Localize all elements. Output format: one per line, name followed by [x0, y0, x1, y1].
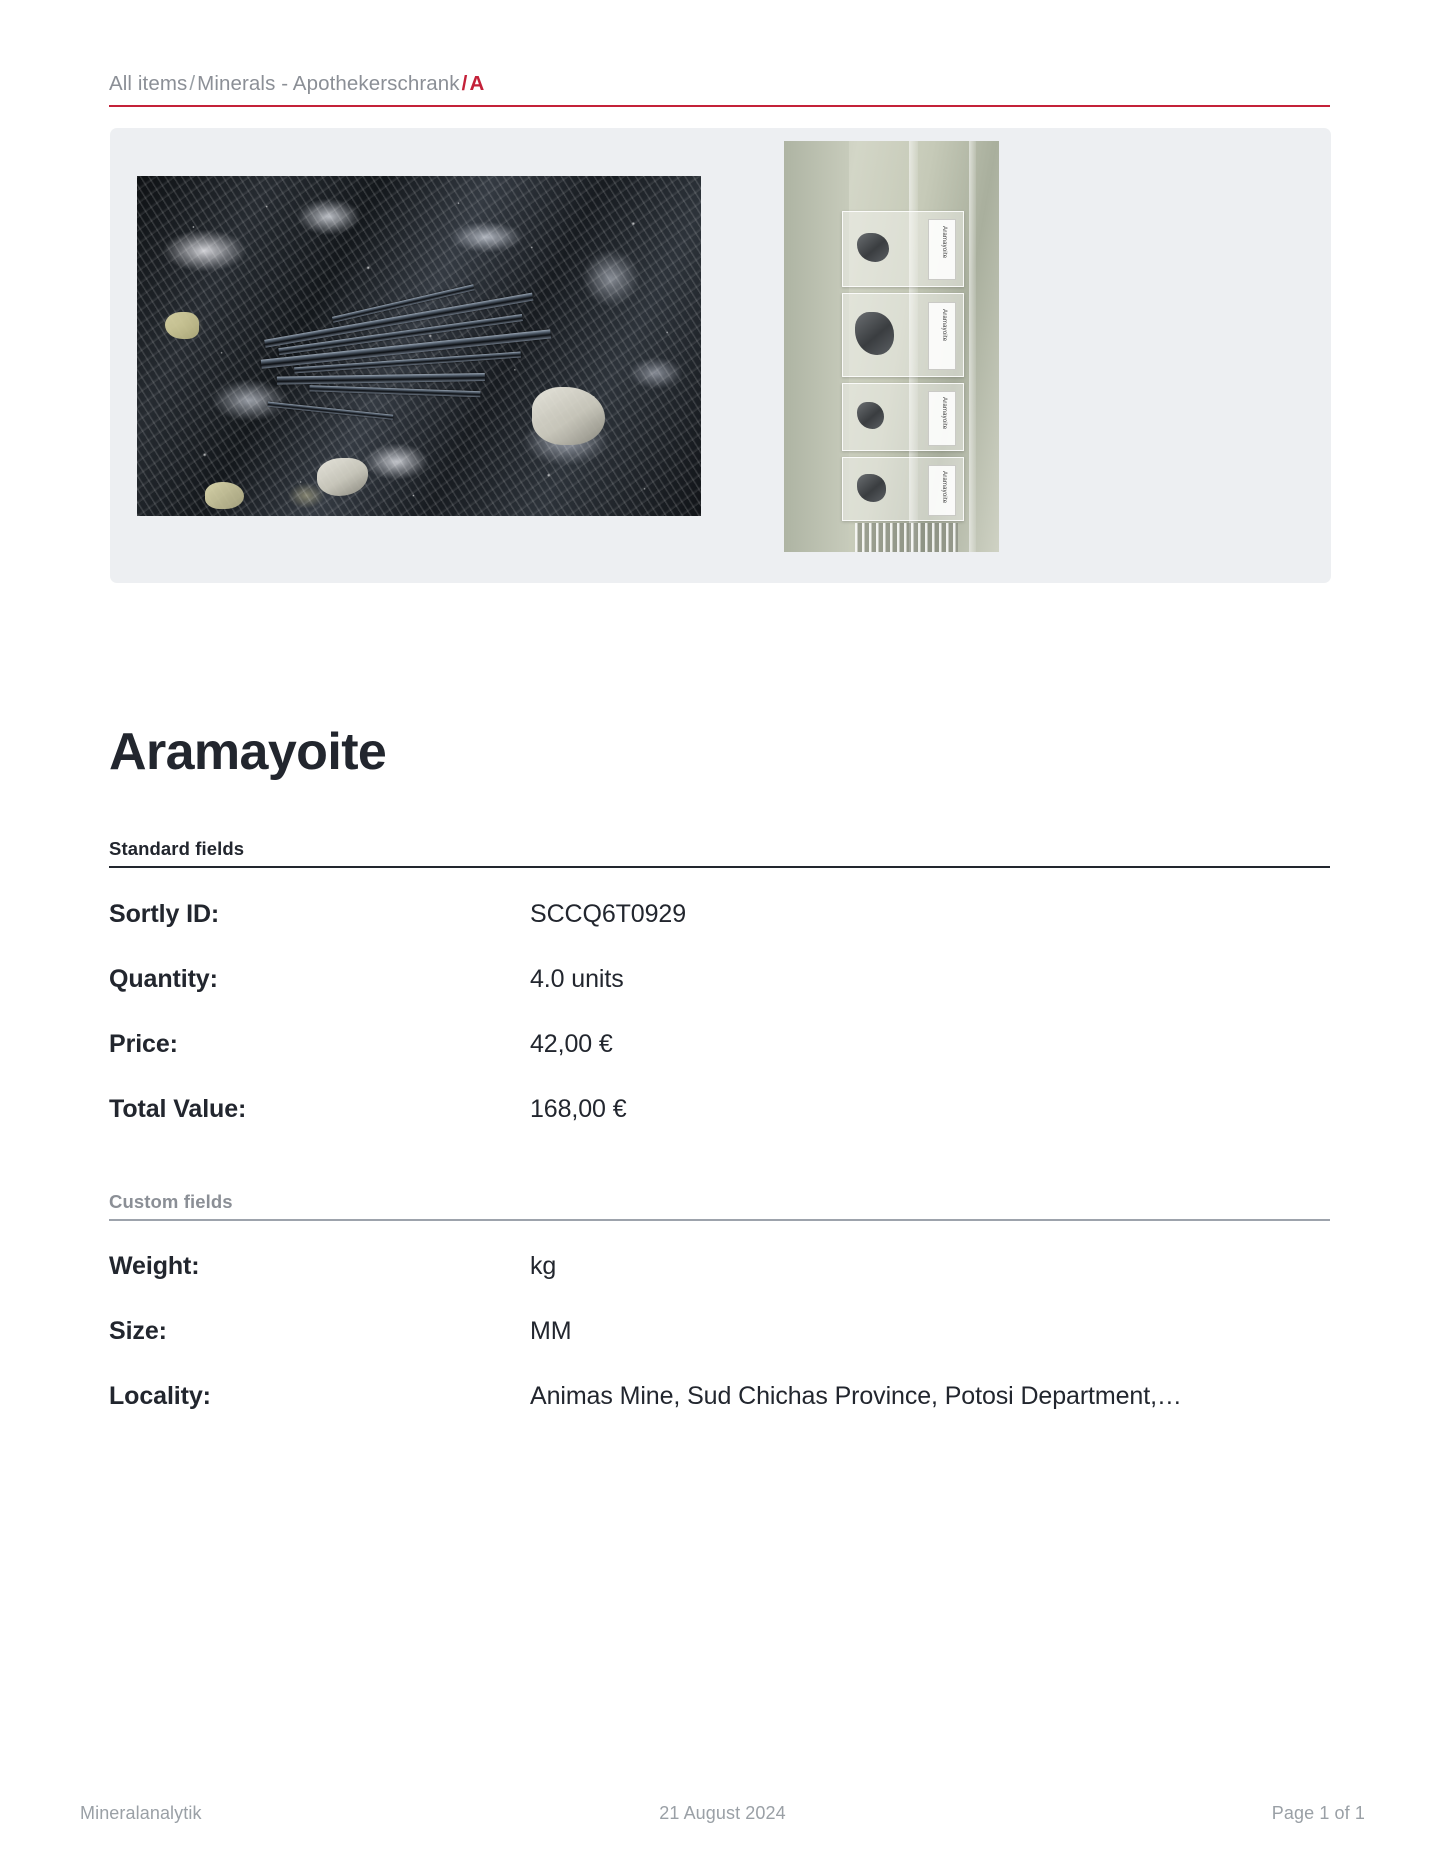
specimen-stone-1	[857, 233, 888, 263]
specimen-stone-3	[857, 402, 883, 430]
breadcrumb-trail	[109, 72, 1337, 105]
field-value-locality: Animas Mine, Sud Chichas Province, Potosi Department,…	[530, 1382, 1182, 1410]
custom-fields-section-header	[109, 1191, 1330, 1221]
specimen-box-1	[842, 211, 964, 287]
specimen-box-3	[842, 383, 964, 451]
field-label-weight: Weight:	[109, 1252, 200, 1280]
breadcrumb-separator: /	[189, 72, 196, 95]
field-label-quantity: Quantity:	[109, 965, 218, 993]
field-value-weight: kg	[530, 1252, 557, 1280]
breadcrumb-rule	[109, 105, 1330, 107]
specimen-label-text-3: Aramayoite	[941, 397, 948, 430]
specimen-label-4	[928, 465, 956, 516]
field-value-sortly-id: SCCQ6T0929	[530, 900, 687, 928]
breadcrumb-item-minerals-apothekerschrank[interactable]: Minerals - Apothekerschrank	[197, 72, 460, 95]
field-row-sortly-id	[109, 900, 1330, 965]
field-value-price: 42,00 €	[530, 1030, 613, 1058]
specimen-label-3	[928, 391, 956, 446]
breadcrumb-item-current: A	[469, 72, 485, 95]
specimen-label-text-1: Aramayoite	[941, 226, 948, 259]
cabinet-post-right	[969, 141, 976, 552]
specimen-label-text-2: Aramayoite	[941, 308, 948, 341]
cabinet-grate	[855, 523, 958, 552]
specimen-label-2	[928, 302, 956, 370]
field-label-locality: Locality:	[109, 1382, 211, 1410]
field-row-total-value	[109, 1095, 1330, 1160]
specimen-box-4	[842, 457, 964, 521]
field-value-size: MM	[530, 1317, 572, 1345]
specimen-cabinet-photo[interactable]	[784, 141, 999, 552]
specimen-stone-2	[855, 312, 894, 355]
field-value-quantity: 4.0 units	[530, 965, 624, 993]
custom-fields-label: Custom fields	[109, 1191, 233, 1212]
field-label-total-value: Total Value:	[109, 1095, 247, 1123]
footer-collection-name: Mineralanalytik	[80, 1803, 202, 1823]
specimen-box-2	[842, 293, 964, 377]
field-row-price	[109, 1030, 1330, 1095]
pale-crystal-c	[165, 312, 199, 339]
cabinet-wall	[784, 141, 849, 552]
footer-page-number: Page 1 of 1	[1271, 1803, 1365, 1823]
standard-fields-rule	[109, 866, 1330, 868]
field-row-locality	[109, 1382, 1330, 1447]
field-label-size: Size:	[109, 1317, 167, 1345]
image-gallery-panel	[110, 128, 1331, 583]
breadcrumb-separator-current: /	[461, 72, 468, 95]
standard-fields-label: Standard fields	[109, 838, 245, 859]
page-title: Aramayoite	[109, 723, 387, 781]
field-value-total-value: 168,00 €	[530, 1095, 627, 1123]
page-footer	[80, 1803, 1365, 1824]
specimen-main-photo[interactable]	[137, 176, 701, 516]
custom-fields-rule	[109, 1219, 1330, 1221]
standard-fields-section-header	[109, 838, 1330, 868]
field-label-sortly-id: Sortly ID:	[109, 900, 220, 928]
pale-crystal-d	[205, 482, 244, 509]
custom-fields-list	[109, 1252, 1330, 1447]
breadcrumb-item-all-items[interactable]: All items	[109, 72, 188, 95]
field-row-weight	[109, 1252, 1330, 1317]
footer-date: 21 August 2024	[659, 1803, 786, 1823]
specimen-stone-4	[857, 474, 886, 501]
field-row-size	[109, 1317, 1330, 1382]
specimen-label-1	[928, 219, 956, 280]
field-label-price: Price:	[109, 1030, 178, 1058]
breadcrumb	[109, 72, 1337, 107]
field-row-quantity	[109, 965, 1330, 1030]
standard-fields-list	[109, 900, 1330, 1160]
specimen-label-text-4: Aramayoite	[941, 470, 948, 503]
